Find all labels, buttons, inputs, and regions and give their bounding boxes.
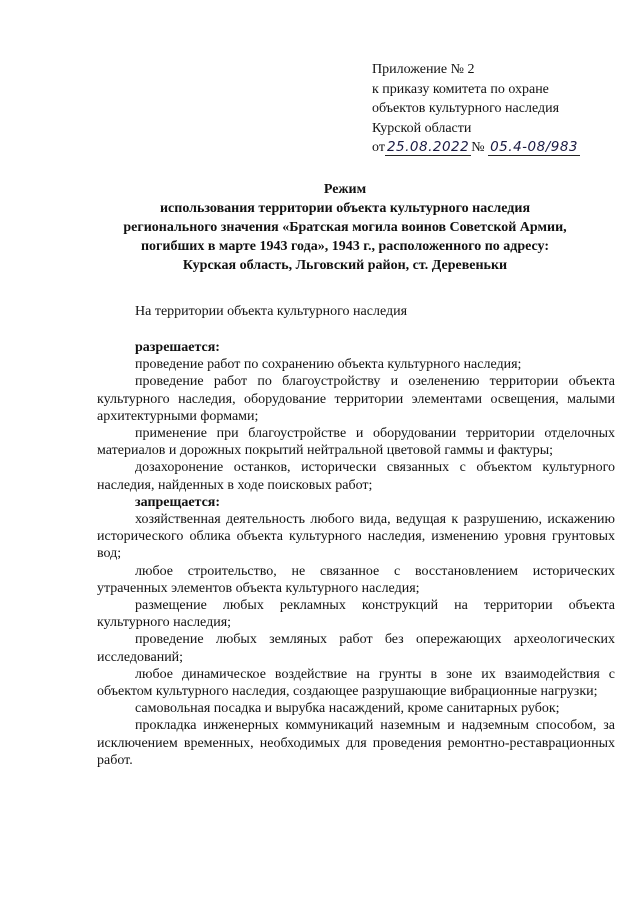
allowed-item: применение при благоустройстве и оборудовании территории отделочных материалов и дорожных покрытий нейтральной цветовой гаммы и фактуры; <box>97 426 615 459</box>
allowed-item: проведение работ по благоустройству и озеленению территории объекта культурного наследия, оборудование территории элементами освещения, малыми архитектурными формами; <box>97 374 615 424</box>
title-line-3: регионального значения «Братская могила воинов Советской Армии, <box>123 220 567 235</box>
date-prefix: от <box>372 140 385 155</box>
appendix-header <box>372 60 612 158</box>
title-line-4: погибших в марте 1943 года», 1943 г., расположенного по адресу: <box>140 239 550 254</box>
appendix-order-line: к приказу комитета по охране <box>372 81 549 97</box>
forbidden-item: размещение любых рекламных конструкций на территории объекта культурного наследия; <box>97 598 615 631</box>
appendix-committee-line: объектов культурного наследия <box>372 101 560 116</box>
title-line-5: Курская область, Льговский район, ст. Деревеньки <box>182 258 508 273</box>
regime-body <box>97 339 615 769</box>
forbidden-item: проведение любых земляных работ без опережающих археологических исследований; <box>97 632 615 665</box>
document-title <box>70 180 620 275</box>
handwritten-date: 25.08.2022 <box>386 139 470 155</box>
intro-text: На территории объекта культурного наследия <box>135 304 408 319</box>
title-line-1: Режим <box>323 182 367 197</box>
forbidden-item: любое динамическое воздействие на грунты в зоне их взаимодействия с объектом культурного наследия, создающее разрушающие вибрационные нагрузки; <box>97 666 615 700</box>
appendix-date-line <box>372 138 612 158</box>
appendix-title: Приложение № 2 <box>372 62 475 77</box>
forbidden-item: любое строительство, не связанное с восстановлением исторических утраченных элементов объекта культурного наследия; <box>97 563 615 596</box>
number-prefix: № <box>471 140 485 155</box>
allowed-item: дозахоронение останков, исторически связанных с объектом культурного наследия, найденных в ходе поисковых работ; <box>97 460 615 493</box>
forbidden-item: самовольная посадка и вырубка насаждений, кроме санитарных рубок; <box>135 701 560 717</box>
title-line-2: использования территории объекта культурного наследия <box>159 201 531 216</box>
forbidden-item: хозяйственная деятельность любого вида, ведущая к разрушению, искажению исторического облика объекта культурного наследия, изменению уровня грунтовых вод; <box>97 512 615 562</box>
appendix-region-line: Курской области <box>372 120 472 136</box>
allowed-item: проведение работ по сохранению объекта культурного наследия; <box>135 357 522 373</box>
allowed-heading: разрешается: <box>135 340 220 355</box>
handwritten-number: 05.4-08/983 <box>490 139 579 155</box>
forbidden-heading: запрещается: <box>135 494 221 510</box>
forbidden-item: прокладка инженерных коммуникаций наземным и надземным способом, за исключением временных, необходимых для проведения ремонтно-реставрационных работ. <box>97 718 615 768</box>
